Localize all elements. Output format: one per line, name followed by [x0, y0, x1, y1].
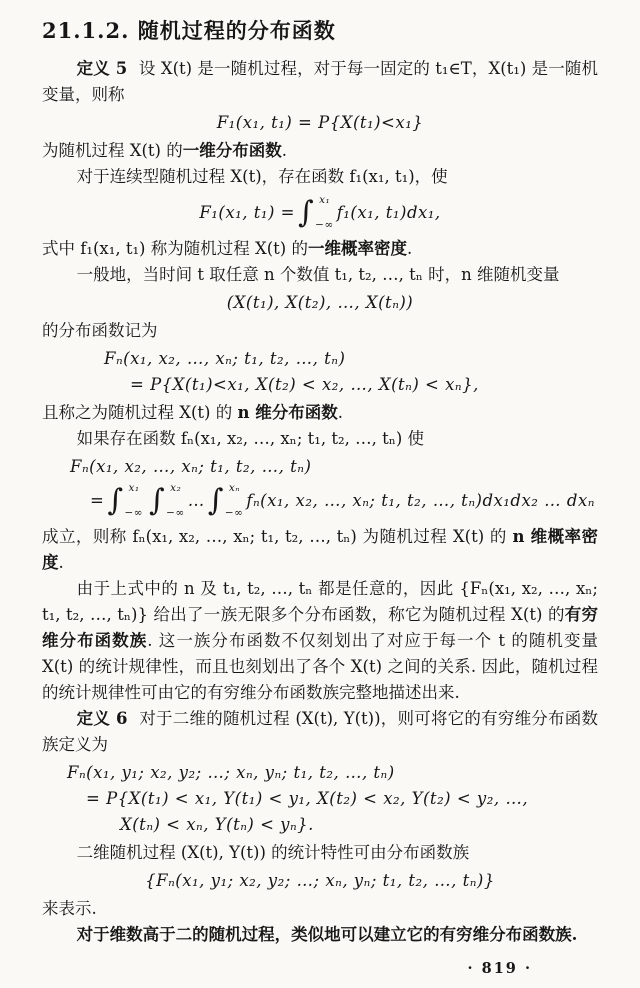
paragraph-general-n-values: 一般地，当时间 t 取任意 n 个数值 t₁, t₂, …, tₙ 时，n 维随机变量 [76, 265, 560, 284]
integral-group [298, 195, 336, 231]
integral-lower-limit: −∞ [315, 219, 334, 231]
paragraph-1d-pdf-name [42, 236, 598, 262]
formula-n-dim-cdf [42, 346, 598, 398]
text-pre: 由于上式中的 n 及 t₁, t₂, …, tₙ 都是任意的，因此 {Fₙ(x₁, x₂, …, xₙ; t₁, t₂, …, tₙ)} 给出了一族无限多个分布函数，称它为随机过程 X(t) 的 [42, 579, 598, 624]
text-pre: 为随机过程 X(t) 的 [42, 141, 183, 160]
integral-lower-limit: −∞ [124, 507, 144, 519]
integral-icon: ∫ [298, 195, 315, 230]
integral-limits [166, 483, 185, 519]
definition-5-text: 设 X(t) 是一随机过程，对于每一固定的 t₁∈T，X(t₁) 是一随机变量，则称 [42, 59, 599, 104]
paragraph-definition-6 [42, 706, 598, 758]
paragraph-denote-distribution: 的分布函数记为 [42, 321, 158, 340]
integral-upper-limit: xₙ [228, 482, 241, 494]
text-post: . [281, 141, 287, 160]
term-1d-probability-density: 一维概率密度 [307, 239, 407, 258]
integral-icon: ∫ [207, 483, 224, 518]
definition-6-text: 对于二维的随机过程 (X(t), Y(t))，则可将它的有穷维分布函数族定义为 [42, 709, 598, 754]
integral-upper-limit: x₂ [170, 482, 182, 494]
paragraph-family-of-distributions [42, 576, 598, 706]
integral-upper-limit: x₁ [319, 194, 331, 206]
formula-n-dim-density-integral [42, 454, 598, 522]
term-1d-distribution-function: 一维分布函数 [182, 141, 282, 160]
integral-icon: ∫ [149, 483, 166, 518]
formula-1d-distribution: F₁(x₁, t₁) = P{X(t₁)<x₁} [216, 113, 424, 132]
formula-line-2: = P{X(t₁)<x₁, X(t₂) < x₂, …, X(tₙ) < xₙ}, [130, 375, 479, 394]
paragraph-exists-density: 如果存在函数 fₙ(x₁, x₂, …, xₙ; t₁, t₂, …, tₙ) 使 [76, 429, 425, 448]
paragraph-1d-cdf-name [42, 138, 598, 164]
text-post: . [406, 239, 413, 258]
text-post: . [58, 553, 64, 572]
formula-line-2 [42, 480, 598, 522]
paragraph-nd-cdf-name [42, 400, 598, 426]
integral-group-3 [208, 483, 246, 519]
text-pre: 且称之为随机过程 X(t) 的 [42, 403, 238, 422]
term-n-dim-distribution-function: n 维分布函数 [237, 403, 338, 422]
integral-upper-limit: x₁ [128, 482, 140, 494]
formula-2d-family: {Fₙ(x₁, y₁; x₂, y₂; …; xₙ, yₙ; t₁, t₂, …, tₙ)} [145, 871, 495, 890]
text-pre: 成立，则称 fₙ(x₁, x₂, …, xₙ; t₁, t₂, …, tₙ) 为随机过程 X(t) 的 [42, 527, 513, 546]
paragraph-continuous-process: 对于连续型随机过程 X(t)，存在函数 f₁(x₁, t₁)，使 [76, 167, 448, 186]
formula-1d-density-integral [42, 192, 598, 234]
text-pre: 式中 f₁(x₁, t₁) 称为随机过程 X(t) 的 [42, 239, 308, 258]
integral-limits [315, 195, 334, 231]
paragraph-nd-pdf-name [42, 524, 598, 576]
definition-6-label: 定义 6 [76, 709, 128, 728]
integral-icon: ∫ [107, 483, 124, 518]
paragraph-2d-statistics: 二维随机过程 (X(t), Y(t)) 的统计特性可由分布函数族 [76, 843, 470, 862]
formula-line-1: Fₙ(x₁, x₂, …, xₙ; t₁, t₂, …, tₙ) [70, 457, 312, 476]
formula-lhs: F₁(x₁, t₁) = [199, 203, 295, 222]
definition-5-label: 定义 5 [76, 59, 128, 78]
equals-sign: = [90, 491, 105, 510]
text-post: . [337, 403, 343, 422]
formula-n-random-variables: (X(t₁), X(t₂), …, X(tₙ)) [226, 293, 414, 312]
integral-lower-limit: −∞ [166, 507, 185, 519]
integral-group-1 [107, 483, 145, 519]
formula-rhs: f₁(x₁, t₁)dx₁, [336, 203, 441, 222]
formula-rhs: fₙ(x₁, x₂, …, xₙ; t₁, t₂, …, tₙ)dx₁dx₂ … dxₙ [246, 491, 595, 510]
paragraph-expressed-by: 来表示. [42, 899, 97, 918]
integral-lower-limit: −∞ [224, 507, 244, 519]
term-finite-dim-distribution-family: 有穷维分布函数族 [42, 605, 599, 650]
formula-line-2: = P{X(t₁) < x₁, Y(t₁) < y₁, X(t₂) < x₂, Y(t₂) < y₂, …, [86, 789, 529, 808]
formula-line-1: Fₙ(x₁, x₂, …, xₙ; t₁, t₂, …, tₙ) [104, 349, 346, 368]
formula-line-3: X(tₙ) < xₙ, Y(tₙ) < yₙ}. [120, 815, 314, 834]
formula-line-1: Fₙ(x₁, y₁; x₂, y₂; …; xₙ, yₙ; t₁, t₂, …, tₙ) [67, 763, 395, 782]
paragraph-definition-5 [42, 56, 598, 108]
formula-2d-process-cdf [42, 760, 598, 838]
paragraph-higher-dimensions: 对于维数高于二的随机过程，类似地可以建立它的有穷维分布函数族. [76, 925, 578, 944]
integral-limits [124, 483, 143, 519]
ellipsis: … [187, 491, 205, 510]
term-n-dim-probability-density: n 维概率密度 [42, 527, 598, 572]
section-heading: 21.1.2. 随机过程的分布函数 [42, 18, 336, 43]
page-number: · 819 · [467, 960, 532, 977]
integral-group-2 [149, 483, 187, 519]
text-post: . 这一族分布函数不仅刻划出了对应于每一个 t 的随机变量 X(t) 的统计规律性，而且也刻划出了各个 X(t) 之间的关系. 因此，随机过程的统计规律性可由它的有穷维分布函数族完整地描述出来. [42, 631, 598, 702]
integral-limits [225, 483, 244, 519]
